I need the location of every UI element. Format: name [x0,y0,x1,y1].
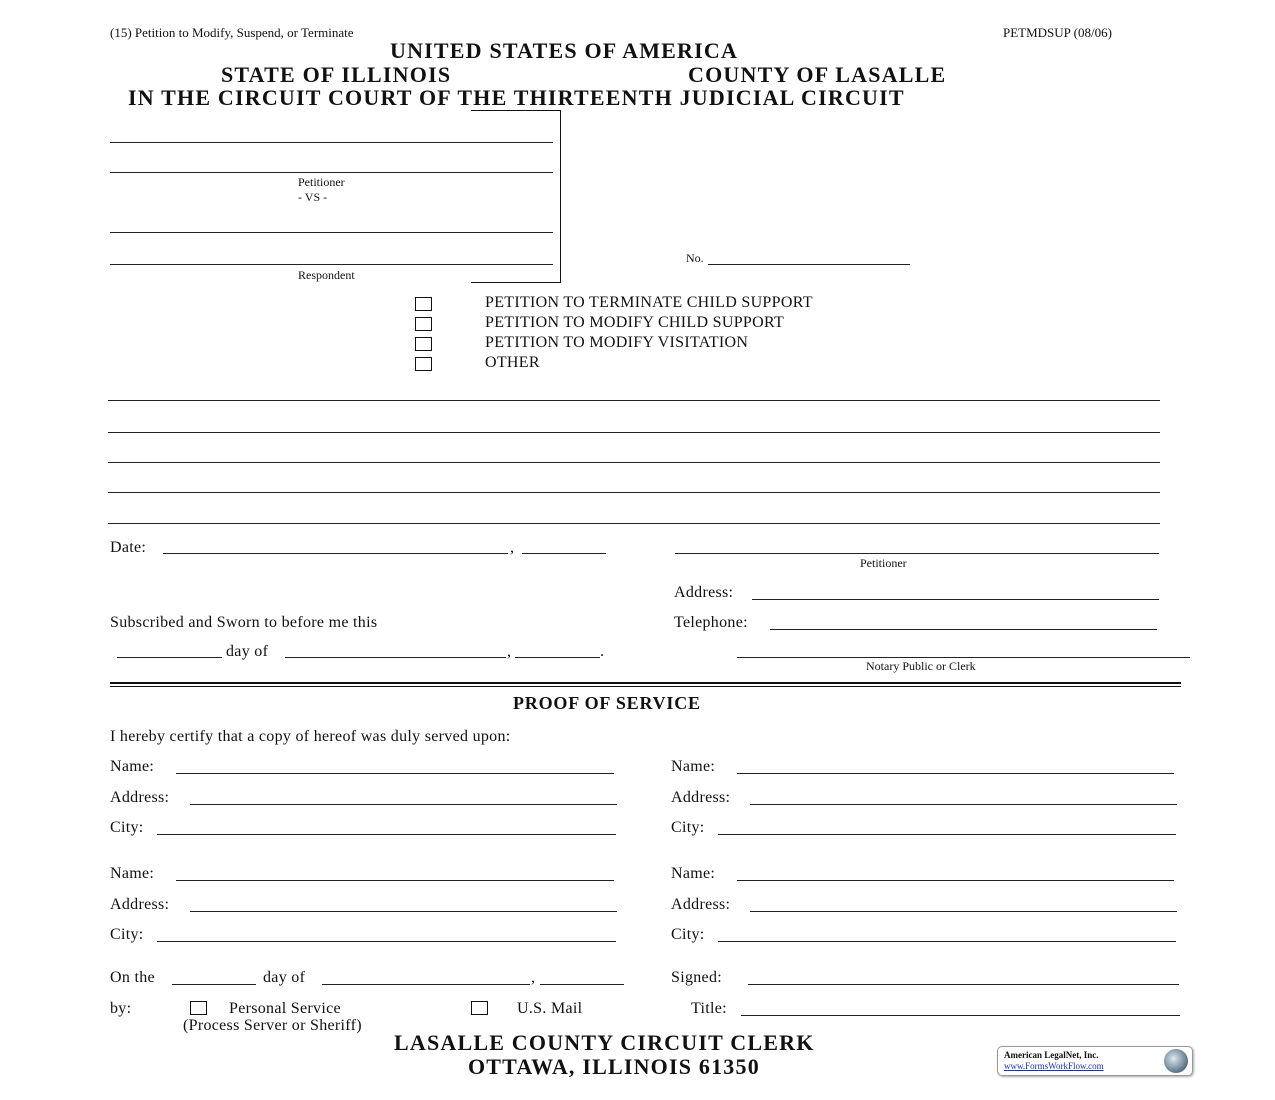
country-heading: UNITED STATES OF AMERICA [390,38,739,63]
name-label: Name: [110,758,155,775]
signed-field[interactable] [748,984,1179,985]
body-line[interactable] [108,523,1160,524]
signed-label: Signed: [671,969,722,986]
title-label: Title: [691,1000,727,1017]
name-field[interactable] [737,773,1174,774]
date-label: Date: [110,539,147,556]
notary-label: Notary Public or Clerk [866,659,976,673]
clerk-city: OTTAWA, ILLINOIS 61350 [468,1054,760,1079]
modify-support-checkbox[interactable] [415,317,432,331]
proof-title: PROOF OF SERVICE [513,693,701,713]
sworn-day-of-label: day of [226,643,269,660]
sworn-comma: , [507,643,512,660]
date-field[interactable] [163,553,508,554]
case-no-field[interactable] [708,264,910,265]
subscribed-label: Subscribed and Sworn to before me this [110,614,378,631]
section-divider [110,682,1181,687]
city-label: City: [110,926,144,943]
service-day-of-label: day of [263,969,306,986]
date-comma: , [510,539,515,556]
body-line[interactable] [108,400,1160,401]
service-day-field[interactable] [172,984,256,985]
address-label: Address: [671,896,731,913]
address-field[interactable] [190,804,617,805]
city-field[interactable] [718,834,1176,835]
city-label: City: [671,926,705,943]
us-mail-checkbox[interactable] [471,1001,488,1015]
modify-visitation-checkbox[interactable] [415,337,432,351]
petitioner-label: Petitioner [298,175,345,189]
title-field[interactable] [741,1015,1180,1016]
name-field[interactable] [176,773,614,774]
globe-icon [1164,1049,1188,1073]
modify-visitation-label: PETITION TO MODIFY VISITATION [485,334,749,351]
address-label: Address: [674,584,734,601]
city-label: City: [671,819,705,836]
body-line[interactable] [108,462,1160,463]
terminate-support-label: PETITION TO TERMINATE CHILD SUPPORT [485,294,813,311]
service-month-field[interactable] [322,984,530,985]
telephone-label: Telephone: [674,614,748,631]
certify-text: I hereby certify that a copy of hereof was duly served upon: [110,728,511,745]
form-title: (15) Petition to Modify, Suspend, or Terminate [110,25,354,40]
county-heading: COUNTY OF LASALLE [688,62,947,87]
address-field[interactable] [752,599,1159,600]
sworn-month-field[interactable] [285,657,506,658]
name-label: Name: [671,865,716,882]
address-field[interactable] [190,911,617,912]
address-field[interactable] [750,911,1177,912]
process-server-label: (Process Server or Sheriff) [183,1017,362,1034]
clerk-heading: LASALLE COUNTY CIRCUIT CLERK [394,1030,815,1055]
sworn-year-field[interactable] [515,657,600,658]
address-label: Address: [110,789,170,806]
respondent-label: Respondent [298,268,355,282]
city-field[interactable] [157,941,616,942]
personal-service-label: Personal Service [229,1000,341,1017]
address-field[interactable] [750,804,1177,805]
case-no-label: No. [686,251,704,265]
sworn-day-field[interactable] [117,657,222,658]
logo-url[interactable]: www.FormsWorkFlow.com [1004,1061,1104,1071]
notary-signature-field[interactable] [737,657,1190,658]
personal-service-checkbox[interactable] [190,1001,207,1015]
name-field[interactable] [737,880,1174,881]
city-label: City: [110,819,144,836]
us-mail-label: U.S. Mail [517,1000,583,1017]
body-line[interactable] [108,492,1160,493]
other-label: OTHER [485,354,540,371]
terminate-support-checkbox[interactable] [415,297,432,311]
on-the-label: On the [110,969,155,986]
city-field[interactable] [718,941,1176,942]
form-code: PETMDSUP (08/06) [1003,25,1112,40]
state-heading: STATE OF ILLINOIS [221,62,452,87]
year-field[interactable] [522,553,606,554]
address-label: Address: [110,896,170,913]
petitioner-signature-field[interactable] [675,553,1159,554]
other-checkbox[interactable] [415,357,432,371]
address-label: Address: [671,789,731,806]
sworn-period: . [600,643,605,660]
body-line[interactable] [108,432,1160,433]
petitioner-signature-label: Petitioner [860,556,907,570]
legalnet-logo[interactable] [997,1046,1193,1076]
city-field[interactable] [157,834,616,835]
logo-company: American LegalNet, Inc. [1004,1050,1099,1060]
telephone-field[interactable] [770,629,1157,630]
by-label: by: [110,1000,132,1017]
name-label: Name: [671,758,716,775]
modify-support-label: PETITION TO MODIFY CHILD SUPPORT [485,314,785,331]
vs-label: - VS - [298,190,328,204]
service-year-field[interactable] [540,984,624,985]
court-heading: IN THE CIRCUIT COURT OF THE THIRTEENTH JUDICIAL CIRCUIT [128,85,905,110]
caption-bracket [471,110,561,283]
name-label: Name: [110,865,155,882]
name-field[interactable] [176,880,614,881]
service-comma: , [531,969,536,986]
